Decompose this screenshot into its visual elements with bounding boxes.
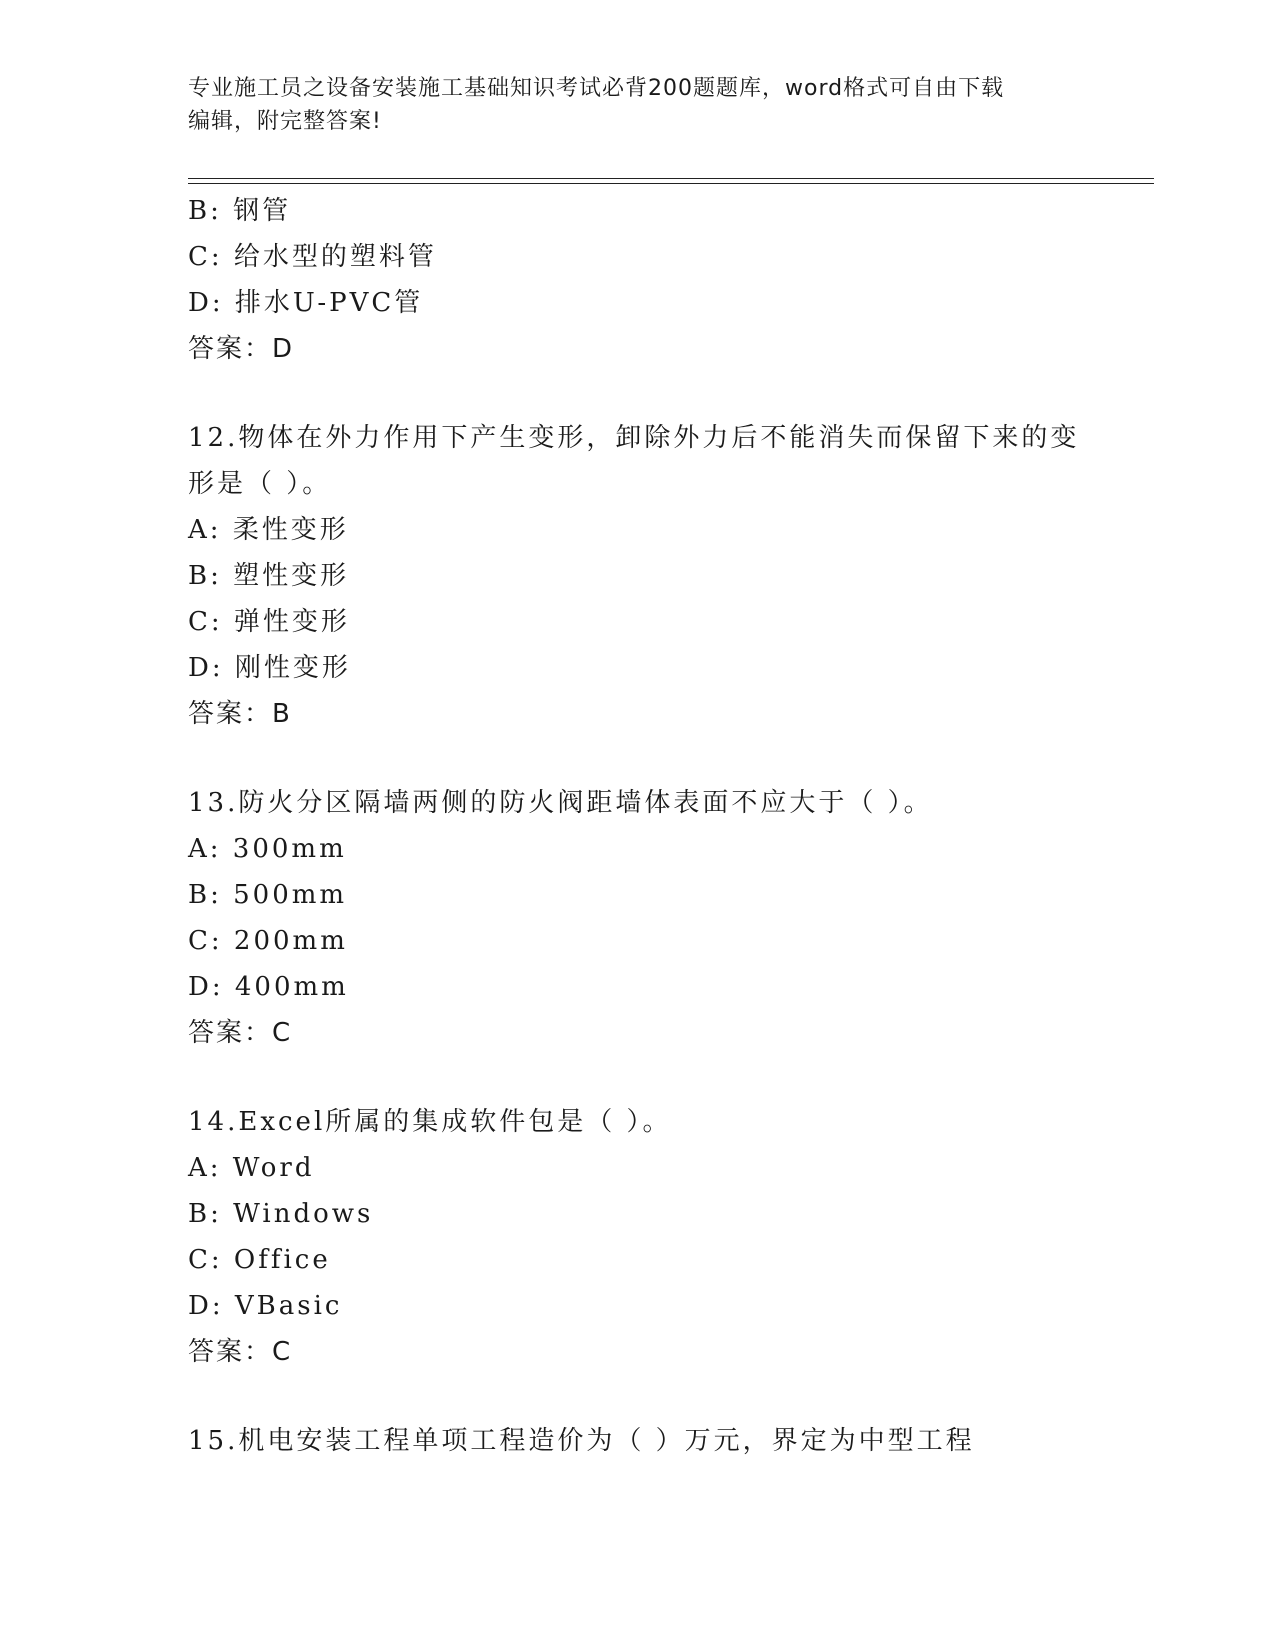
answer-line: 答案：D [188,334,295,364]
option-c: C: 200mm [188,926,348,956]
question-13 [188,780,1148,1056]
option-c: C: Office [188,1245,331,1275]
answer-line: 答案：C [188,1337,293,1367]
option-b: B: 500mm [188,880,348,910]
option-b: B: Windows [188,1199,374,1229]
question-stem: 13.防火分区隔墙两侧的防火阀距墙体表面不应大于（ ）。 [188,788,933,818]
option-b: B: 钢管 [188,196,292,226]
option-d: D: VBasic [188,1291,343,1321]
header-title-line-2: 编辑，附完整答案! [188,109,382,134]
question-12 [188,415,1148,737]
header-title-line-1: 专业施工员之设备安装施工基础知识考试必背200题题库，word格式可自由下载 [188,76,1005,101]
question-14 [188,1099,1148,1375]
option-c: C: 给水型的塑料管 [188,242,437,272]
option-d: D: 400mm [188,972,349,1002]
header-rule-top [188,178,1154,179]
answer-line: 答案：B [188,699,292,729]
question-list [188,188,1148,1464]
question-15 [188,1418,1148,1464]
option-d: D: 刚性变形 [188,653,351,683]
question-stem: 14.Excel所属的集成软件包是（ ）。 [188,1107,672,1137]
question-stem-continued: 形是（ ）。 [188,469,332,499]
question-stem: 15.机电安装工程单项工程造价为（ ）万元，界定为中型工程 [188,1426,975,1456]
option-a: A: Word [188,1153,315,1183]
option-b: B: 塑性变形 [188,561,350,591]
question-11-tail [188,188,1148,372]
question-stem: 12.物体在外力作用下产生变形，卸除外力后不能消失而保留下来的变 [188,423,1080,453]
option-a: A: 柔性变形 [188,515,349,545]
answer-line: 答案：C [188,1018,293,1048]
document-header [188,72,1088,138]
option-a: A: 300mm [188,834,347,864]
option-d: D: 排水U-PVC管 [188,288,424,318]
header-rule-bottom [188,183,1154,184]
option-c: C: 弹性变形 [188,607,350,637]
